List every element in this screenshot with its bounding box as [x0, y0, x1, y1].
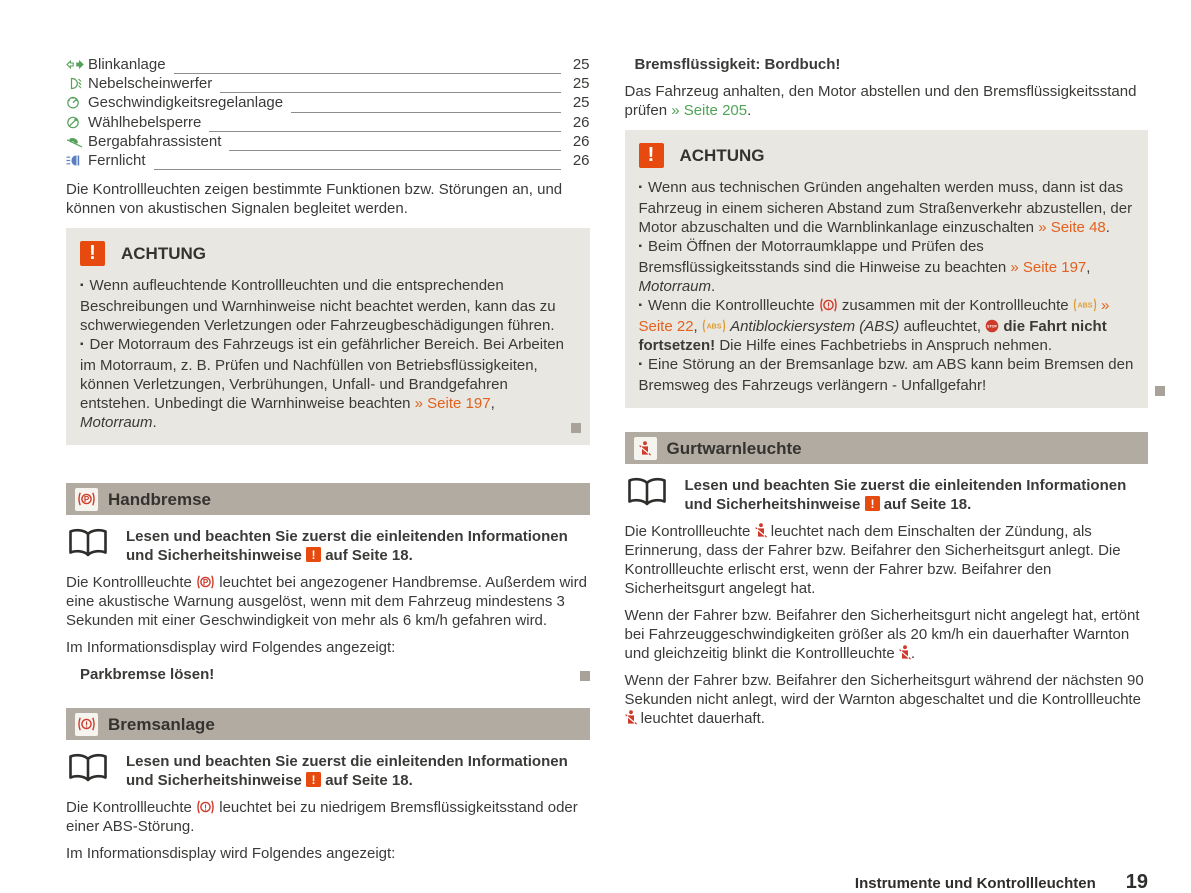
footer-page-number: 19 — [1125, 871, 1148, 893]
two-column-layout — [66, 55, 1148, 863]
read-first-note — [66, 526, 590, 565]
section-header-gurtwarnleuchte — [625, 432, 1149, 464]
toc-leader-line — [209, 117, 560, 132]
svg-text:!: ! — [311, 774, 316, 787]
page-footer — [66, 863, 1148, 893]
toc-label: Fernlicht — [88, 152, 146, 170]
cross-reference-link[interactable]: » Seite 48 — [1038, 219, 1106, 236]
toc-page-number: 25 — [572, 75, 590, 93]
footer-chapter-title: Instrumente und Kontrollleuchten — [854, 875, 1096, 893]
left-column — [66, 55, 590, 863]
stop-icon — [985, 319, 999, 333]
warning-icon — [306, 772, 321, 787]
toc-page-number: 25 — [572, 56, 590, 74]
warning-bullet: ▪ Beim Öffnen der Motorraumklappe und Prüfen des Bremsflüssigkeitsstands sind die Hinweise zu beachten » Seite 197, Motorraum. — [639, 237, 1135, 296]
seatbelt-icon — [755, 523, 767, 538]
hill-descent-icon — [66, 135, 88, 148]
seatbelt-icon — [634, 437, 657, 460]
brake-warning-icon — [196, 800, 215, 814]
warning-title: ACHTUNG — [679, 146, 765, 165]
warning-box-header — [80, 239, 576, 276]
section-title: Bremsanlage — [108, 714, 215, 734]
cruise-control-icon — [66, 96, 88, 109]
toc-label: Bergabfahrassistent — [88, 132, 222, 150]
warning-bullet: ▪ Wenn aufleuchtende Kontrollleuchten und die entsprechenden Beschreibungen und Warnhinweise nicht beachtet werden, kann das zu schwerwiegenden Verletzungen oder Fahrzeugbeschädigungen führen. — [80, 276, 576, 335]
abs-icon — [702, 319, 726, 333]
body-paragraph: Die Kontrollleuchte ! leuchtet bei zu niedrigem Bremsflüssigkeitsstand oder einer ABS-Störung. — [66, 799, 578, 836]
open-book-icon — [625, 475, 669, 512]
open-book-icon — [66, 751, 110, 788]
selector-lever-lock-icon — [66, 116, 88, 129]
toc-label: Geschwindigkeitsregelanlage — [88, 94, 284, 112]
read-first-note-text: Lesen und beachten Sie zuerst die einleitenden Informationen und Sicherheitshinweise ! auf Seite 18. — [126, 753, 568, 790]
body-paragraph: Das Fahrzeug anhalten, den Motor abstellen und den Bremsflüssigkeitsstand prüfen » Seite 205. — [624, 83, 1137, 119]
toc-label: Nebelscheinwerfer — [88, 75, 213, 93]
italic-text: Motorraum — [80, 414, 153, 432]
right-column — [625, 55, 1149, 863]
toc-label: Blinkanlage — [88, 56, 166, 74]
body-paragraph: Wenn der Fahrer bzw. Beifahrer den Sicherheitsgurt während der nächsten 90 Sekunden nicht anlegt, wird der Warnton abgeschaltet und die Kontrollleuchte leuchtet dauerhaft. — [624, 672, 1144, 727]
body-paragraph: Die Kontrollleuchte P leuchtet bei angezogener Handbremse. Außerdem wird eine akustische Warnung ausgelöst, wenn mit dem Fahrzeug mindestens 3 Sekunden mit einer Geschwindigkeit von mehr als 6 km/h gefahren wird. — [66, 574, 587, 630]
toc-item-fernlicht[interactable] — [66, 151, 590, 170]
toc-leader-line — [174, 59, 561, 74]
warning-title: ACHTUNG — [121, 244, 206, 264]
svg-text:ABS: ABS — [1077, 302, 1093, 310]
warning-box-general — [66, 228, 590, 445]
warning-icon — [865, 496, 880, 511]
intro-paragraph: Die Kontrollleuchten zeigen bestimmte Funktionen bzw. Störungen an, und können von akustischen Signalen begleitet werden. — [66, 181, 563, 218]
toc — [66, 55, 590, 170]
svg-text:STOP: STOP — [987, 324, 998, 329]
warning-icon: ! — [80, 241, 105, 266]
svg-text:!: ! — [870, 498, 874, 511]
warning-box-brakes — [625, 130, 1149, 408]
cross-reference-link[interactable]: » Seite 197 — [1010, 259, 1087, 276]
svg-text:!: ! — [85, 719, 88, 730]
toc-page-number: 26 — [572, 132, 590, 150]
toc-leader-line — [291, 98, 560, 113]
seatbelt-icon — [625, 710, 637, 725]
warning-icon: ! — [639, 143, 664, 168]
brake-warning-icon — [75, 713, 98, 736]
toc-item-blinkanlage[interactable] — [66, 55, 590, 74]
italic-text: Motorraum — [638, 278, 712, 295]
turn-signals-icon — [66, 58, 88, 71]
display-message: Bremsflüssigkeit: Bordbuch! — [634, 56, 841, 73]
section-title: Handbremse — [108, 489, 211, 509]
high-beam-icon — [66, 154, 88, 167]
svg-text:!: ! — [311, 549, 316, 562]
open-book-icon — [66, 526, 110, 563]
toc-page-number: 25 — [572, 94, 590, 112]
toc-page-number: 26 — [572, 152, 590, 170]
abs-icon — [1073, 298, 1097, 312]
warning-bullet: ▪ Eine Störung an der Bremsanlage bzw. am ABS kann beim Bremsen den Bremsweg des Fahrzeugs verlängern - Unfallgefahr! — [639, 355, 1135, 395]
display-message-row — [66, 665, 590, 684]
body-paragraph: Im Informationsdisplay wird Folgendes angezeigt: — [66, 639, 396, 657]
toc-leader-line — [220, 78, 560, 93]
toc-item-nebelscheinwerfer[interactable] — [66, 74, 590, 93]
read-first-note — [625, 475, 1149, 514]
parking-brake-icon — [75, 488, 98, 511]
toc-leader-line — [154, 155, 561, 170]
svg-text:P: P — [83, 495, 90, 505]
body-paragraph: Im Informationsdisplay wird Folgendes angezeigt: — [66, 845, 396, 863]
fog-light-icon — [66, 77, 88, 90]
toc-item-bergabfahrassistent[interactable] — [66, 132, 590, 151]
section-end-marker — [571, 423, 581, 433]
body-paragraph: Wenn der Fahrer bzw. Beifahrer den Sicherheitsgurt nicht angelegt hat, ertönt bei Fahrzeuggeschwindigkeiten größer als 20 km/h ein dauerhafter Warnton und gleichzeitig blinkt die Kontrollleuchte . — [624, 607, 1140, 662]
display-message-row — [625, 55, 1149, 74]
svg-text:!: ! — [826, 300, 830, 311]
cross-reference-link[interactable]: » Seite 197 — [414, 395, 491, 413]
section-header-bremsanlage — [66, 708, 590, 740]
toc-item-waehlhebelsperre[interactable] — [66, 113, 590, 132]
italic-text: Antiblockiersystem (ABS) — [730, 318, 900, 335]
section-title: Gurtwarnleuchte — [666, 438, 802, 458]
read-first-note-text: Lesen und beachten Sie zuerst die einleitenden Informationen und Sicherheitshinweise ! auf Seite 18. — [684, 477, 1127, 513]
warning-bullet: ▪ Der Motorraum des Fahrzeugs ist ein gefährlicher Bereich. Bei Arbeiten im Motorraum, z. B. Prüfen und Nachfüllen von Betriebsflüssigkeiten, können Verletzungen, Verbrühungen, Unfall- und Brandgefahren entstehen. Unbedingt die Warnhinweise beachten » Seite 197, Motorraum. — [80, 335, 576, 432]
cross-reference-link[interactable]: » Seite 22 — [638, 297, 1110, 335]
warning-icon — [306, 547, 321, 562]
read-first-note — [66, 751, 590, 790]
seatbelt-icon — [899, 645, 911, 660]
parking-brake-icon — [196, 575, 215, 589]
section-end-marker — [580, 671, 590, 681]
display-message: Parkbremse lösen! — [80, 666, 215, 684]
section-header-handbremse — [66, 483, 590, 515]
svg-text:!: ! — [204, 802, 207, 813]
warning-box-header — [639, 141, 1135, 178]
section-end-marker — [1155, 386, 1165, 396]
body-paragraph: Die Kontrollleuchte leuchtet nach dem Einschalten der Zündung, als Erinnerung, dass der Fahrer bzw. Beifahrer den Sicherheitsgurt anlegt. Die Kontrollleuchte erlischt erst, wenn der Fahrer bzw. Beifahrer den Sicherheitsgurt angelegt hat. — [624, 523, 1121, 597]
toc-page-number: 26 — [572, 113, 590, 131]
toc-label: Wählhebelsperre — [88, 113, 202, 131]
svg-text:ABS: ABS — [706, 323, 722, 331]
toc-leader-line — [229, 136, 560, 151]
svg-text:P: P — [202, 578, 209, 588]
warning-bullet: ▪ Wenn die Kontrollleuchte ! zusammen mit der Kontrollleuchte ABS » Seite 22, ABS Antiblockiersystem (ABS) aufleuchtet, STOP die Fahrt nicht fortsetzen! Die Hilfe eines Fachbetriebs in Anspruch nehmen. — [639, 296, 1135, 355]
toc-item-geschwindigkeitsregelanlage[interactable] — [66, 93, 590, 112]
bold-text: die Fahrt nicht fortsetzen! — [638, 318, 1107, 354]
read-first-note-text: Lesen und beachten Sie zuerst die einleitenden Informationen und Sicherheitshinweise ! auf Seite 18. — [126, 528, 568, 565]
warning-bullet: ▪ Wenn aus technischen Gründen angehalten werden muss, dann ist das Fahrzeug in einem sicheren Abstand zum Straßenverkehr abzustellen, der Motor abzuschalten und die Warnblinkanlage einzuschalten » Seite 48. — [639, 178, 1135, 237]
cross-reference-link[interactable]: » Seite 205 — [671, 102, 748, 119]
brake-warning-icon — [819, 298, 838, 312]
